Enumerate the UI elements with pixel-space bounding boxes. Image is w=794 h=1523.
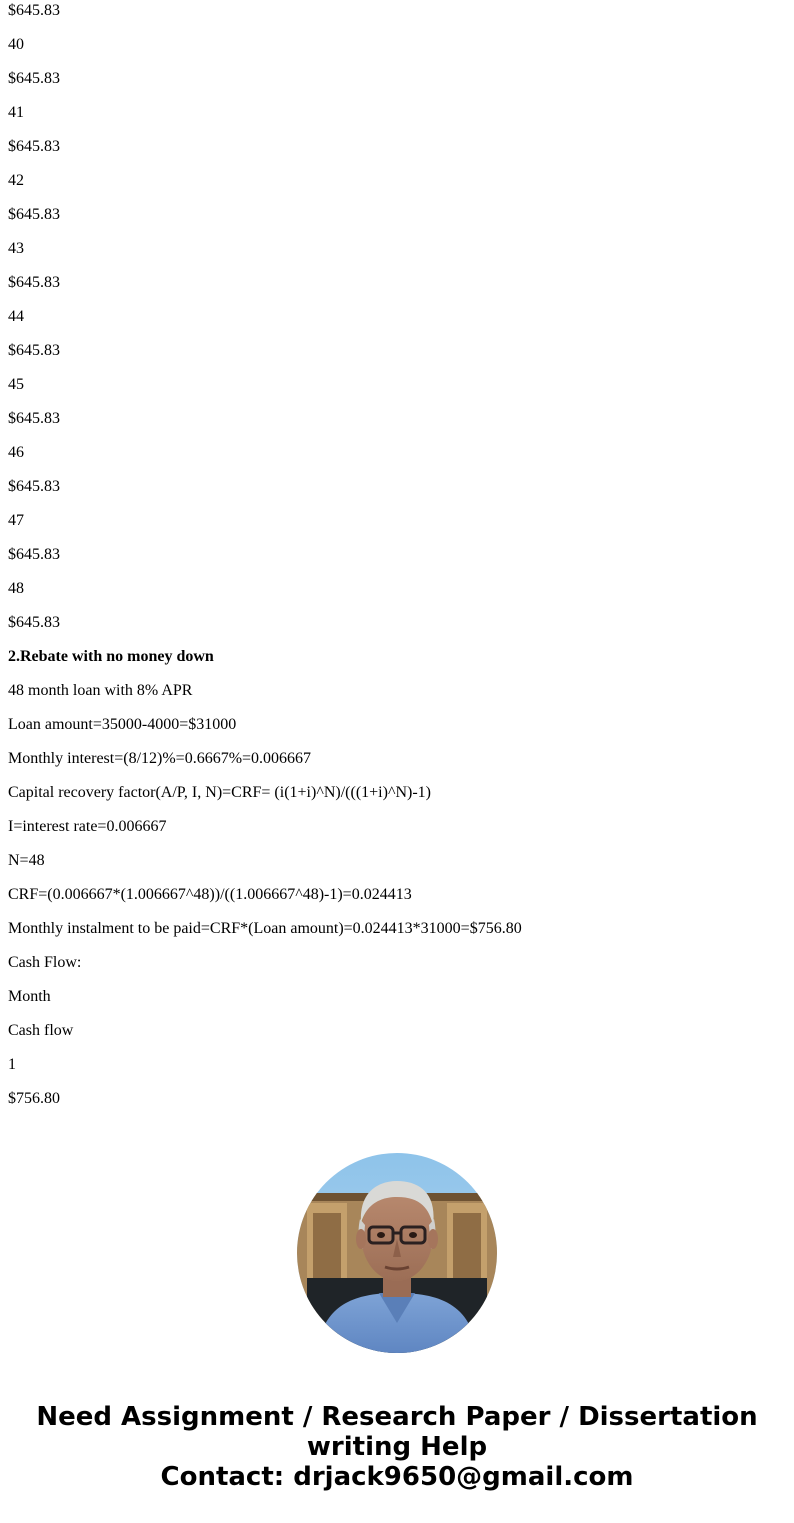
text-line: Capital recovery factor(A/P, I, N)=CRF= (i(1+i)^N)/(((1+i)^N)-1) <box>8 784 431 801</box>
text-line: Month <box>8 988 51 1005</box>
promo-line-1: Need Assignment / Research Paper / Dissertation <box>36 1402 758 1432</box>
text-line: $645.83 <box>8 138 60 155</box>
text-line: CRF=(0.006667*(1.006667^48))/((1.006667^48)-1)=0.024413 <box>8 886 412 903</box>
text-line: $645.83 <box>8 342 60 359</box>
text-line: 47 <box>8 512 24 529</box>
text-line: 40 <box>8 36 24 53</box>
text-line: $645.83 <box>8 614 60 631</box>
text-line: Monthly interest=(8/12)%=0.6667%=0.006667 <box>8 750 312 767</box>
text-line: 48 <box>8 580 24 597</box>
text-line: 46 <box>8 444 24 461</box>
promo-contact-line: Contact: drjack9650@gmail.com <box>160 1462 634 1492</box>
text-line: 43 <box>8 240 24 257</box>
text-line: 41 <box>8 104 24 121</box>
text-line: Cash flow <box>8 1022 74 1039</box>
text-line: $645.83 <box>8 410 60 427</box>
text-line: I=interest rate=0.006667 <box>8 818 167 835</box>
text-line: Monthly instalment to be paid=CRF*(Loan amount)=0.024413*31000=$756.80 <box>8 920 522 937</box>
text-line: 45 <box>8 376 24 393</box>
text-line: N=48 <box>8 852 45 869</box>
text-line: $645.83 <box>8 478 60 495</box>
text-line: 42 <box>8 172 24 189</box>
author-avatar <box>297 1153 497 1353</box>
text-line: Loan amount=35000-4000=$31000 <box>8 716 237 733</box>
text-line: $645.83 <box>8 206 60 223</box>
text-line: $645.83 <box>8 274 60 291</box>
text-line: $645.83 <box>8 70 60 87</box>
section-heading: 2.Rebate with no money down <box>8 648 214 665</box>
promo-line-2: writing Help <box>306 1432 488 1462</box>
text-line: 44 <box>8 308 24 325</box>
text-line: $645.83 <box>8 2 60 19</box>
text-line: $756.80 <box>8 1090 60 1107</box>
portrait-image <box>297 1153 497 1353</box>
text-line: 48 month loan with 8% APR <box>8 682 193 699</box>
promo-banner <box>0 1402 794 1492</box>
text-line: $645.83 <box>8 546 60 563</box>
text-line: Cash Flow: <box>8 954 82 971</box>
text-line: 1 <box>8 1056 16 1073</box>
